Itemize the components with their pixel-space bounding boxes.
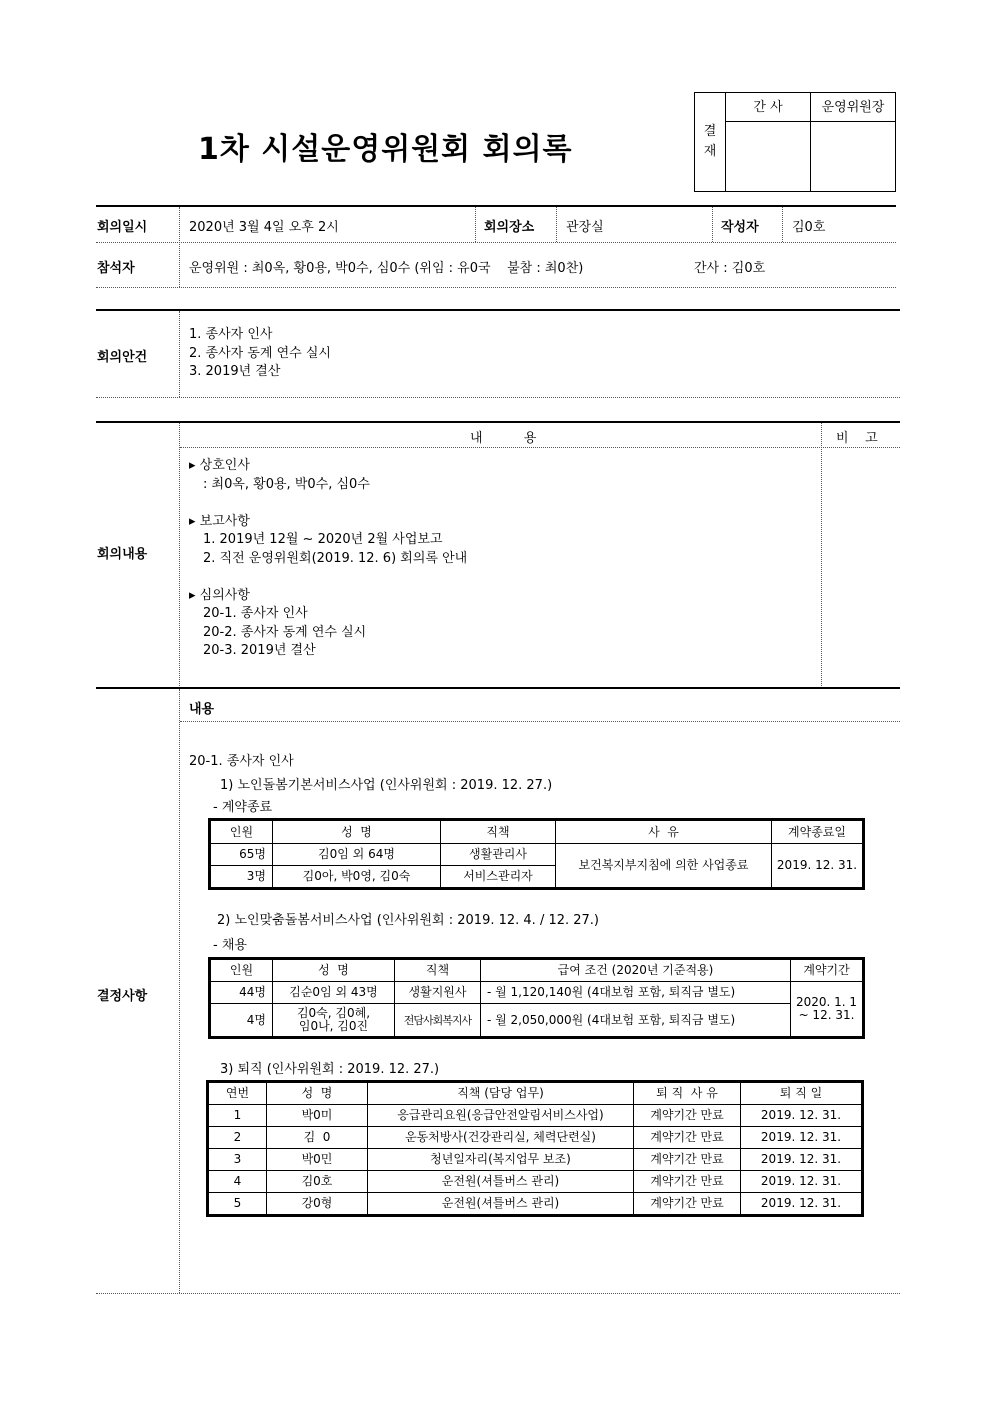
table-header: 인원 <box>211 960 273 982</box>
section-line: 1. 2019년 12월 ~ 2020년 2월 사업보고 <box>203 532 443 547</box>
secretary-value: 간사 : 김0호 <box>694 261 766 276</box>
part2-subtitle: - 채용 <box>213 938 247 953</box>
table-header: 직책 <box>395 960 481 982</box>
table-cell: 계약기간 만료 <box>634 1171 741 1193</box>
table-cell: 65명 <box>211 844 273 866</box>
decision-subtitle: 20-1. 종사자 인사 <box>189 754 294 769</box>
table-row <box>209 1127 862 1149</box>
table-row <box>209 1105 862 1127</box>
table-cell: 운전원(셔틀버스 관리) <box>368 1193 634 1215</box>
table-header: 퇴 직 사 유 <box>634 1083 741 1105</box>
table-header: 직책 (담당 업무) <box>368 1083 634 1105</box>
table-header: 직책 <box>441 821 556 844</box>
table-cell: 2019. 12. 31. <box>741 1127 862 1149</box>
section-title: 상호인사 <box>199 458 250 473</box>
table-cell: 김0숙, 김0혜, 임0나, 김0진 <box>273 1004 395 1037</box>
note-column-header: 비 고 <box>836 431 878 446</box>
agenda-list <box>189 326 331 382</box>
agenda-item: 3. 2019년 결산 <box>189 364 281 379</box>
table-cell: 생활관리사 <box>441 844 556 866</box>
table-cell: 김0호 <box>267 1171 368 1193</box>
table-cell: 김0임 외 64명 <box>273 844 441 866</box>
bullet-icon: ▸ <box>189 458 196 473</box>
hiring-table <box>210 959 863 1037</box>
meeting-place-label: 회의장소 <box>484 220 535 235</box>
table-cell: 2019. 12. 31. <box>741 1171 862 1193</box>
section-line: 20-1. 종사자 인사 <box>203 606 308 621</box>
table-header: 성 명 <box>267 1083 368 1105</box>
table-cell: 5 <box>209 1193 267 1215</box>
table-cell: 김0아, 박0영, 김0숙 <box>273 866 441 888</box>
decision-label: 결정사항 <box>97 989 148 1004</box>
table-cell: 계약기간 만료 <box>634 1127 741 1149</box>
meeting-date-value: 2020년 3월 4일 오후 2시 <box>189 220 339 235</box>
part1-title: 1) 노인돌봄기본서비스사업 (인사위원회 : 2019. 12. 27.) <box>220 778 553 793</box>
table-cell: 응급관리요원(응급안전알림서비스사업) <box>368 1105 634 1127</box>
table-cell: 운전원(셔틀버스 관리) <box>368 1171 634 1193</box>
table-header: 사 유 <box>556 821 772 844</box>
content-label: 회의내용 <box>97 547 148 562</box>
approval-box <box>694 92 896 192</box>
table-cell: 3 <box>209 1149 267 1171</box>
part3-title: 3) 퇴직 (인사위원회 : 2019. 12. 27.) <box>220 1062 440 1077</box>
table-cell: 3명 <box>211 866 273 888</box>
table-cell: 계약기간 만료 <box>634 1105 741 1127</box>
attendees-value: 운영위원 : 최0옥, 황0용, 박0수, 심0수 (위임 : 유0국 불참 : 최0찬) <box>189 261 584 276</box>
table-row <box>209 1171 862 1193</box>
approval-col-secretary: 간 사 <box>726 93 811 122</box>
section-line: 2. 직전 운영위원회(2019. 12. 6) 회의록 안내 <box>203 550 468 566</box>
approval-sign-secretary <box>726 122 811 192</box>
table-row <box>209 1193 862 1215</box>
section-line: 20-2. 종사자 동계 연수 실시 <box>203 624 367 640</box>
table-cell: 2019. 12. 31. <box>772 844 863 888</box>
table-cell: 44명 <box>211 982 273 1004</box>
table-cell: 2019. 12. 31. <box>741 1193 862 1215</box>
approval-side-label: 결 재 <box>695 93 726 192</box>
table-cell: 운동처방사(건강관리실, 체력단련실) <box>368 1127 634 1149</box>
bullet-icon: ▸ <box>189 513 196 529</box>
table-header: 인원 <box>211 821 273 844</box>
table-cell: 박0미 <box>267 1105 368 1127</box>
table-cell: 2 <box>209 1127 267 1149</box>
agenda-item: 1. 종사자 인사 <box>189 327 273 342</box>
table-cell: 전담사회복지사 <box>395 1004 481 1037</box>
section-line: : 최0옥, 황0용, 박0수, 심0수 <box>203 476 370 492</box>
table-cell: 2020. 1. 1 ~ 12. 31. <box>791 982 863 1037</box>
table-cell: 서비스관리자 <box>441 866 556 888</box>
table-row <box>211 982 863 1004</box>
part1-subtitle: - 계약종료 <box>213 800 273 815</box>
table-row <box>211 1004 863 1037</box>
part2-title: 2) 노인맞춤돌봄서비스사업 (인사위원회 : 2019. 12. 4. / 12. 27.) <box>217 913 600 928</box>
table-header: 계약기간 <box>791 960 863 982</box>
table-cell: 청년일자리(복지업무 보조) <box>368 1149 634 1171</box>
table-header: 계약종료일 <box>772 821 863 844</box>
table-cell: 박0민 <box>267 1149 368 1171</box>
table-cell: 4 <box>209 1171 267 1193</box>
meeting-date-label: 회의일시 <box>97 220 148 235</box>
writer-value: 김0호 <box>792 220 826 235</box>
table-cell: 계약기간 만료 <box>634 1193 741 1215</box>
table-cell: - 월 1,120,140원 (4대보험 포함, 퇴직금 별도) <box>481 982 791 1004</box>
table-header: 급여 조건 (2020년 기준적용) <box>481 960 791 982</box>
agenda-label: 회의안건 <box>97 350 148 365</box>
table-cell: 4명 <box>211 1004 273 1037</box>
approval-sign-chair <box>811 122 896 192</box>
table-cell: 1 <box>209 1105 267 1127</box>
table-row <box>211 844 863 866</box>
contract-end-table <box>210 820 863 888</box>
table-header: 연번 <box>209 1083 267 1105</box>
table-cell: - 월 2,050,000원 (4대보험 포함, 퇴직금 별도) <box>481 1004 791 1037</box>
table-cell: 2019. 12. 31. <box>741 1105 862 1127</box>
section-title: 심의사항 <box>199 587 250 603</box>
table-cell: 보건복지부지침에 의한 사업종료 <box>556 844 772 888</box>
section-title: 보고사항 <box>199 513 250 529</box>
section-line: 20-3. 2019년 결산 <box>203 643 316 658</box>
bullet-icon: ▸ <box>189 587 196 603</box>
document-title: 1차 시설운영위원회 회의록 <box>198 132 573 167</box>
table-cell: 김순0임 외 43명 <box>273 982 395 1004</box>
table-cell: 2019. 12. 31. <box>741 1149 862 1171</box>
table-cell: 생활지원사 <box>395 982 481 1004</box>
retirement-table <box>208 1082 862 1215</box>
content-body <box>189 457 467 661</box>
meeting-place-value: 관장실 <box>566 220 604 235</box>
decision-header: 내용 <box>189 702 215 717</box>
writer-label: 작성자 <box>721 220 759 235</box>
approval-col-chair: 운영위원장 <box>811 93 896 122</box>
table-cell: 계약기간 만료 <box>634 1149 741 1171</box>
table-header: 퇴 직 일 <box>741 1083 862 1105</box>
table-row <box>209 1149 862 1171</box>
table-cell: 강0형 <box>267 1193 368 1215</box>
attendees-label: 참석자 <box>97 261 135 276</box>
table-cell: 김 0 <box>267 1127 368 1149</box>
agenda-item: 2. 종사자 동계 연수 실시 <box>189 345 331 361</box>
table-header: 성 명 <box>273 821 441 844</box>
table-header: 성 명 <box>273 960 395 982</box>
content-column-header: 내 용 <box>470 431 537 446</box>
